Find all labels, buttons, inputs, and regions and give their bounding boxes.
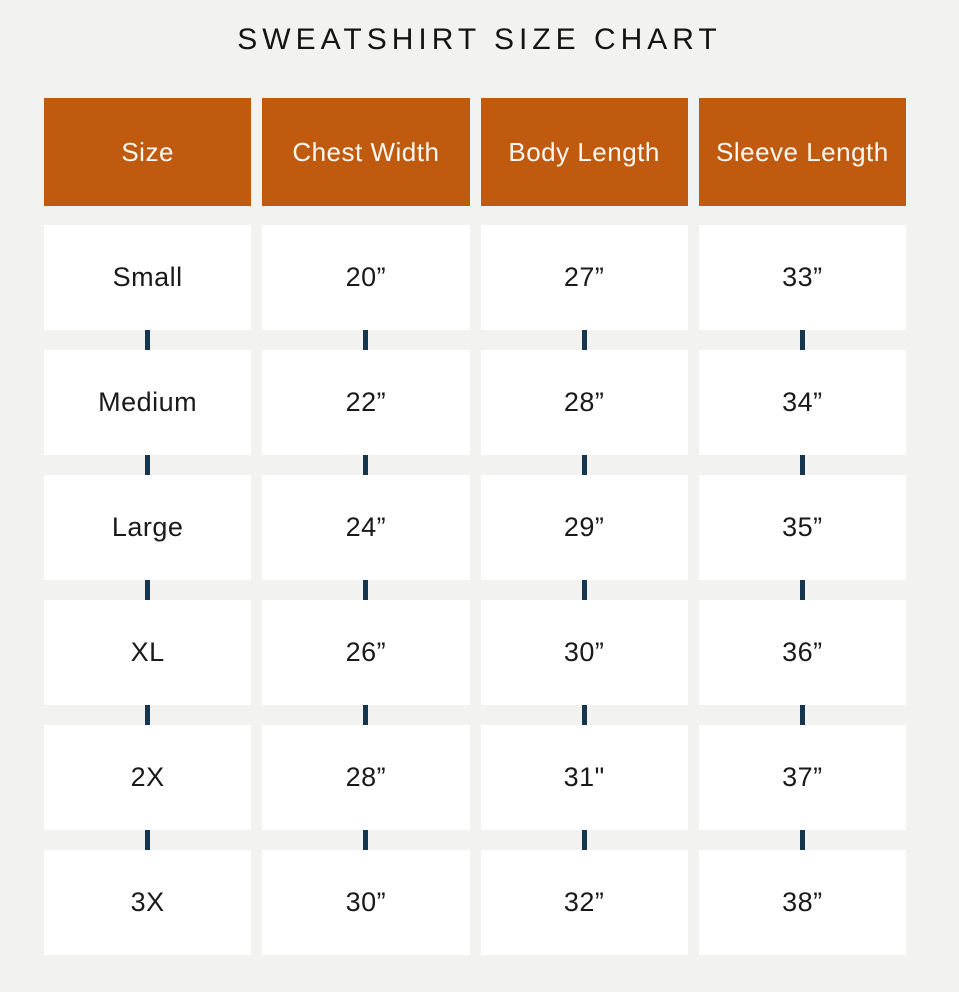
body-length-cell: 29” [481, 475, 688, 580]
sleeve-length-cell: 35” [699, 475, 906, 580]
page-title: SWEATSHIRT SIZE CHART [237, 23, 722, 56]
chest-width-cell: 22” [262, 350, 469, 455]
size-cell: 2X [44, 725, 251, 830]
header-cell-sleeve-length: Sleeve Length [699, 98, 906, 206]
body-length-cell: 28” [481, 350, 688, 455]
separator-dash [145, 330, 150, 350]
separator-dash [582, 580, 587, 600]
chest-width-cell: 28” [262, 725, 469, 830]
separator-dash [800, 330, 805, 350]
row-separator [44, 330, 906, 350]
row-separator [44, 705, 906, 725]
header-cell-body-length: Body Length [481, 98, 688, 206]
body-length-cell: 32” [481, 850, 688, 955]
row-separator [44, 830, 906, 850]
chest-width-cell: 20” [262, 225, 469, 330]
size-cell: Small [44, 225, 251, 330]
separator-dash [800, 455, 805, 475]
size-cell: XL [44, 600, 251, 705]
table-row-medium [44, 350, 906, 455]
table-row-2x [44, 725, 906, 830]
sleeve-length-cell: 36” [699, 600, 906, 705]
separator-dash [363, 455, 368, 475]
table-row-small [44, 225, 906, 330]
chest-width-cell: 30” [262, 850, 469, 955]
separator-dash [582, 705, 587, 725]
size-cell: Medium [44, 350, 251, 455]
row-separator [44, 580, 906, 600]
table-row-large [44, 475, 906, 580]
separator-dash [582, 455, 587, 475]
size-chart-table [44, 98, 906, 955]
header-gap [44, 206, 906, 225]
size-cell: Large [44, 475, 251, 580]
sleeve-length-cell: 37” [699, 725, 906, 830]
separator-dash [800, 830, 805, 850]
chest-width-cell: 26” [262, 600, 469, 705]
separator-dash [145, 830, 150, 850]
separator-dash [363, 705, 368, 725]
row-separator [44, 455, 906, 475]
body-length-cell: 30” [481, 600, 688, 705]
table-row-3x [44, 850, 906, 955]
header-cell-size: Size [44, 98, 251, 206]
table-header-row [44, 98, 906, 206]
separator-dash [800, 705, 805, 725]
separator-dash [800, 580, 805, 600]
separator-dash [145, 580, 150, 600]
body-length-cell: 31" [481, 725, 688, 830]
chest-width-cell: 24” [262, 475, 469, 580]
separator-dash [582, 330, 587, 350]
table-row-xl [44, 600, 906, 705]
separator-dash [582, 830, 587, 850]
size-cell: 3X [44, 850, 251, 955]
body-length-cell: 27” [481, 225, 688, 330]
header-cell-chest-width: Chest Width [262, 98, 469, 206]
separator-dash [363, 830, 368, 850]
separator-dash [145, 705, 150, 725]
sleeve-length-cell: 33” [699, 225, 906, 330]
sleeve-length-cell: 34” [699, 350, 906, 455]
separator-dash [363, 330, 368, 350]
sleeve-length-cell: 38” [699, 850, 906, 955]
separator-dash [145, 455, 150, 475]
separator-dash [363, 580, 368, 600]
